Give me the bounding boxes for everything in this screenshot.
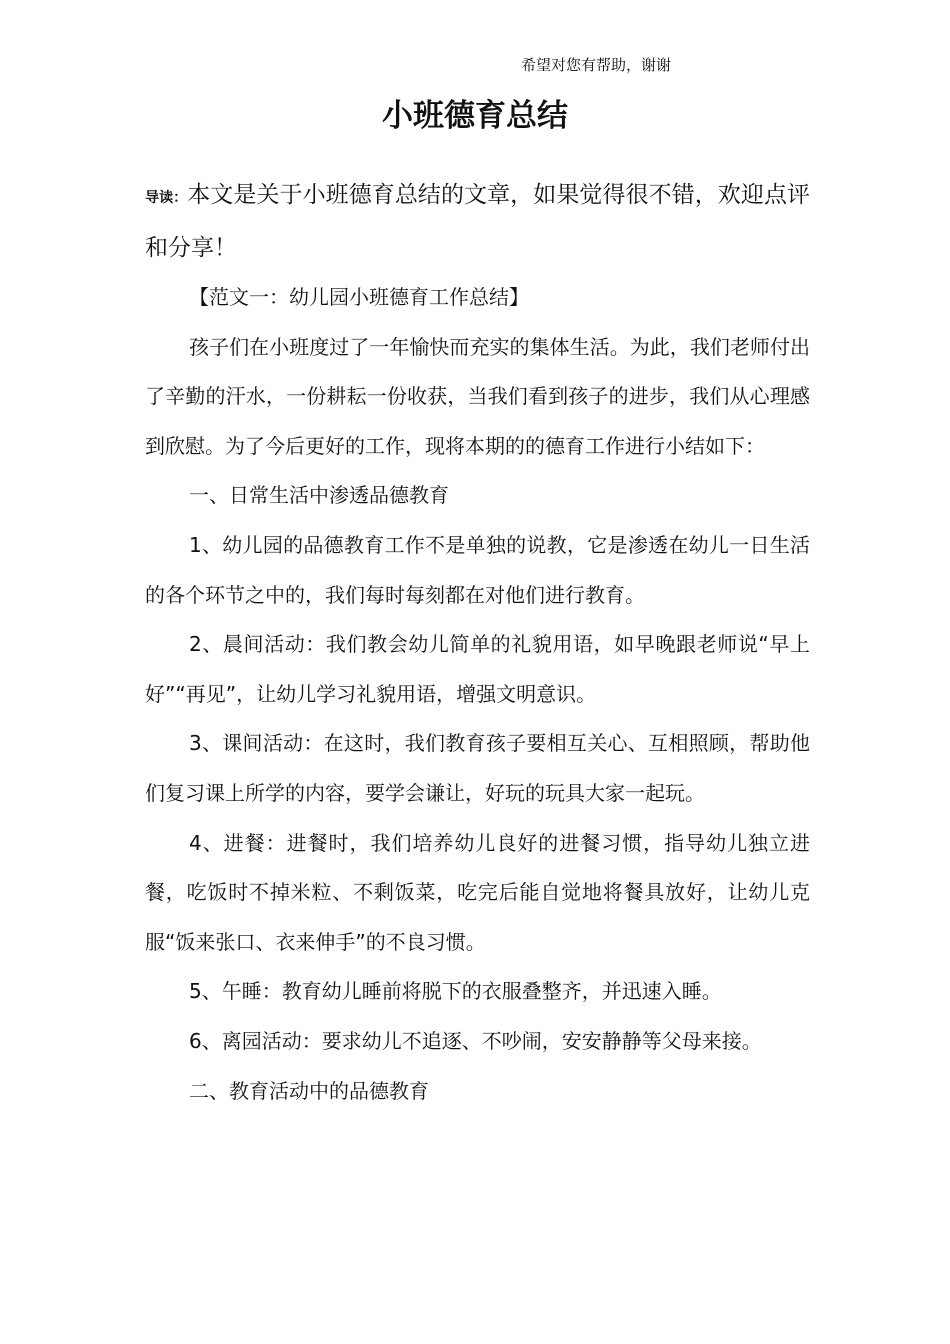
list-item: 5、午睡：教育幼儿睡前将脱下的衣服叠整齐，并迅速入睡。: [189, 979, 722, 1004]
section-heading-daily-life: 一、日常生活中渗透品德教育: [189, 483, 449, 508]
document-title: 小班德育总结: [382, 98, 568, 134]
list-item: 2、晨间活动：我们教会幼儿简单的礼貌用语，如早晚跟老师说“早上好”“再见”，让幼儿学习礼貌用语，增强文明意识。: [145, 632, 810, 706]
intro-label: 导读：: [145, 190, 188, 206]
section-heading-sample-one: 【范文一：幼儿园小班德育工作总结】: [189, 285, 529, 309]
intro-text: 本文是关于小班德育总结的文章，如果觉得很不错，欢迎点评和分享！: [145, 182, 811, 261]
intro-paragraph: [145, 170, 810, 273]
document-body: [145, 170, 810, 1116]
list-item: 4、进餐：进餐时，我们培养幼儿良好的进餐习惯，指导幼儿独立进餐，吃饭时不掉米粒、不剩饭菜，吃完后能自觉地将餐具放好，让幼儿克服“饭来张口、衣来伸手”的不良习惯。: [145, 830, 810, 954]
body-paragraph: 孩子们在小班度过了一年愉快而充实的集体生活。为此，我们老师付出了辛勤的汗水，一份耕耘一份收获，当我们看到孩子的进步，我们从心理感到欣慰。为了今后更好的工作，现将本期的的德育工作进行小结如下：: [145, 334, 810, 458]
list-item: 3、课间活动：在这时，我们教育孩子要相互关心、互相照顾，帮助他们复习课上所学的内容，要学会谦让，好玩的玩具大家一起玩。: [145, 731, 810, 805]
section-heading-education-activities: 二、教育活动中的品德教育: [189, 1078, 429, 1103]
header-note: 希望对您有帮助，谢谢: [521, 56, 672, 74]
list-item: 6、离园活动：要求幼儿不追逐、不吵闹，安安静静等父母来接。: [189, 1028, 762, 1053]
list-item: 1、幼儿园的品德教育工作不是单独的说教，它是渗透在幼儿一日生活的各个环节之中的，我们每时每刻都在对他们进行教育。: [145, 532, 810, 607]
